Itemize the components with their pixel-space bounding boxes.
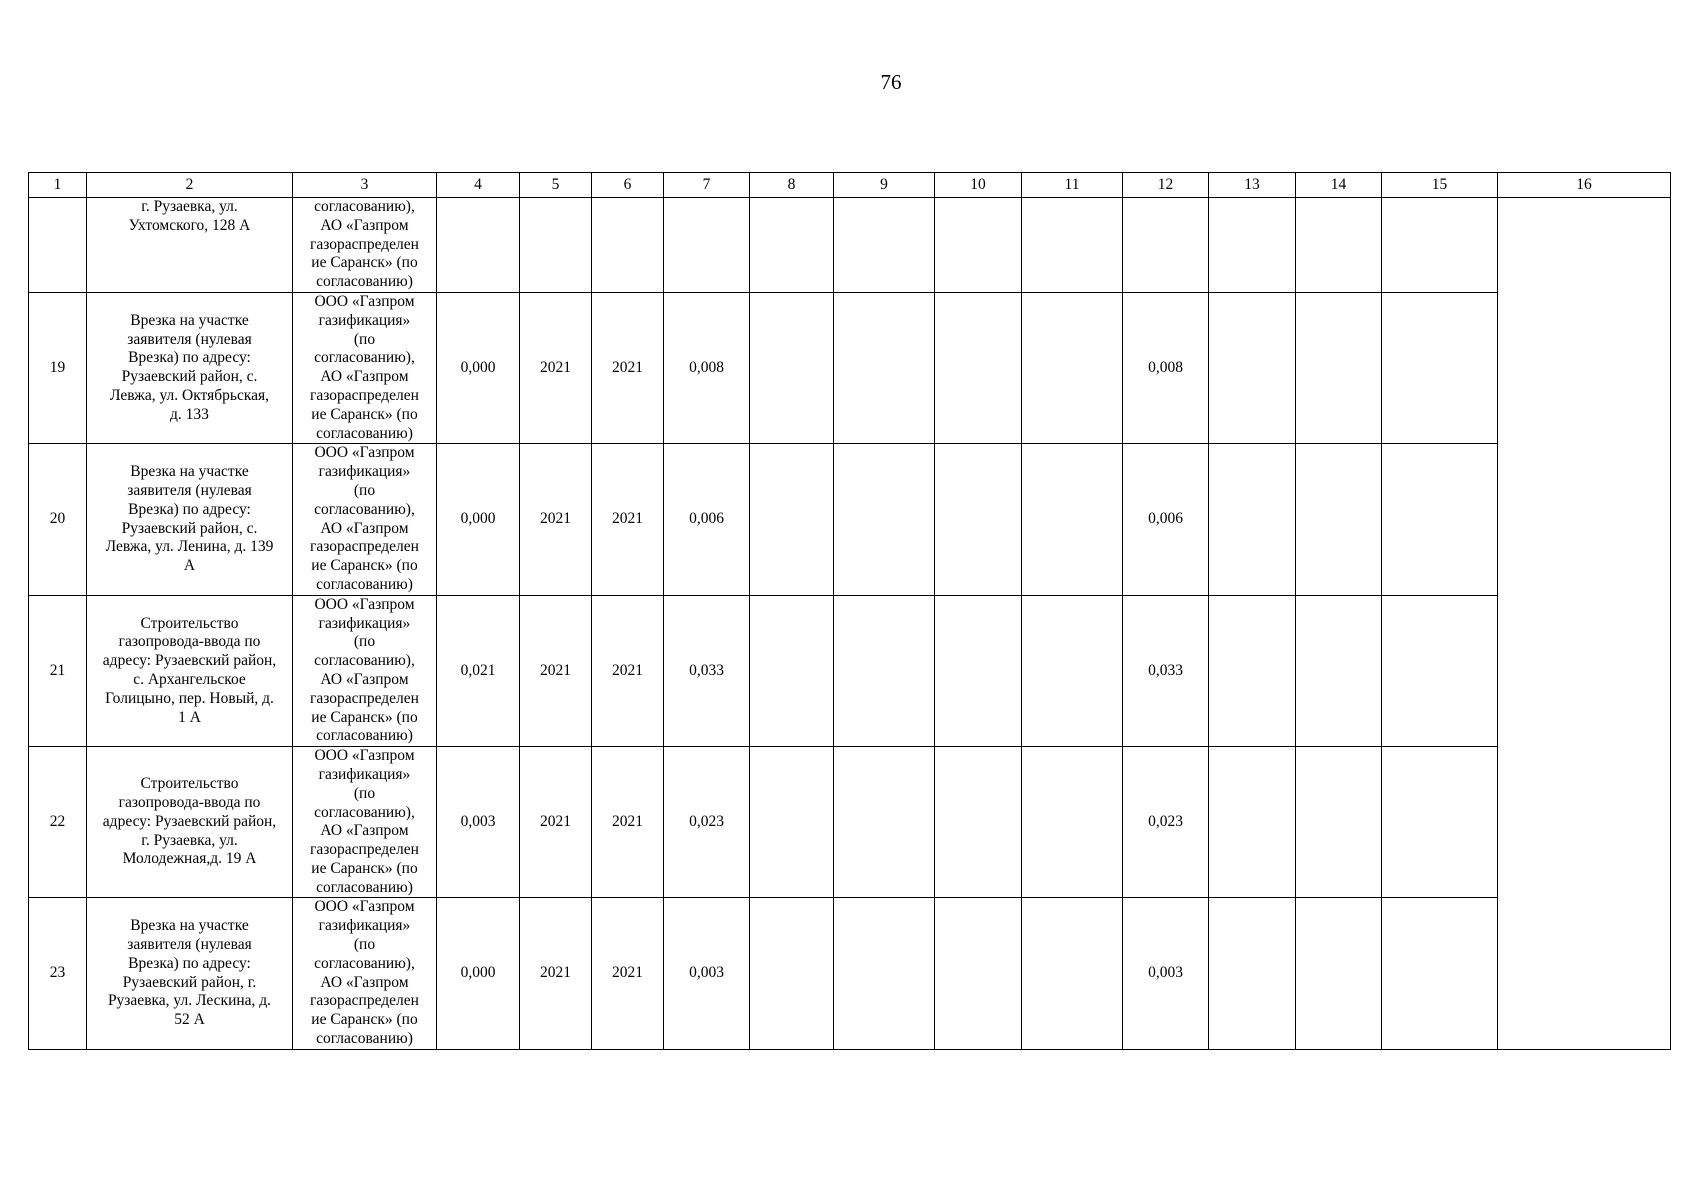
cell-executor: ООО «Газпром газификация» (по согласованию), АО «Газпром газораспределен ие Саранск» (по согласованию)	[293, 292, 437, 443]
cell-col9	[834, 444, 935, 595]
cell-col6: 2021	[592, 444, 664, 595]
cell-col13	[1209, 898, 1296, 1049]
column-header: 12	[1123, 173, 1209, 198]
cell-col5: 2021	[520, 595, 592, 746]
cell-col8	[750, 444, 834, 595]
cell-col10	[935, 292, 1022, 443]
cell-object-name: Строительство газопровода-ввода по адресу: Рузаевский район, с. Архангельское Голицыно, пер. Новый, д. 1 А	[87, 595, 293, 746]
cell-col5	[520, 198, 592, 293]
cell-col8	[750, 898, 834, 1049]
cell-number: 23	[29, 898, 87, 1049]
cell-number: 21	[29, 595, 87, 746]
column-header: 16	[1498, 173, 1671, 198]
cell-col5: 2021	[520, 747, 592, 898]
cell-col12: 0,008	[1123, 292, 1209, 443]
column-header: 6	[592, 173, 664, 198]
table-row	[29, 898, 1671, 1049]
table-row	[29, 747, 1671, 898]
cell-col11	[1022, 595, 1123, 746]
cell-col7: 0,008	[664, 292, 750, 443]
column-header: 15	[1382, 173, 1498, 198]
cell-col6: 2021	[592, 595, 664, 746]
cell-col4: 0,000	[437, 444, 520, 595]
cell-col4	[437, 198, 520, 293]
column-header: 3	[293, 173, 437, 198]
cell-object-name: Врезка на участке заявителя (нулевая Врезка) по адресу: Рузаевский район, г. Рузаевка, ул. Лескина, д. 52 А	[87, 898, 293, 1049]
cell-col12	[1123, 198, 1209, 293]
cell-col7: 0,003	[664, 898, 750, 1049]
cell-col5: 2021	[520, 444, 592, 595]
cell-col8	[750, 198, 834, 293]
cell-col5: 2021	[520, 292, 592, 443]
cell-col13	[1209, 444, 1296, 595]
cell-col14	[1296, 595, 1382, 746]
cell-number: 20	[29, 444, 87, 595]
column-header: 2	[87, 173, 293, 198]
column-header: 13	[1209, 173, 1296, 198]
cell-executor: ООО «Газпром газификация» (по согласованию), АО «Газпром газораспределен ие Саранск» (по согласованию)	[293, 444, 437, 595]
cell-col4: 0,000	[437, 898, 520, 1049]
cell-col5: 2021	[520, 898, 592, 1049]
cell-col15	[1382, 292, 1498, 443]
cell-col9	[834, 595, 935, 746]
cell-object-name: Врезка на участке заявителя (нулевая Врезка) по адресу: Рузаевский район, с. Левжа, ул. Ленина, д. 139 А	[87, 444, 293, 595]
cell-col7: 0,023	[664, 747, 750, 898]
cell-executor: согласованию), АО «Газпром газораспределен ие Саранск» (по согласованию)	[293, 198, 437, 293]
cell-col10	[935, 198, 1022, 293]
cell-col10	[935, 444, 1022, 595]
cell-col14	[1296, 747, 1382, 898]
cell-col11	[1022, 444, 1123, 595]
cell-col10	[935, 898, 1022, 1049]
cell-col14	[1296, 292, 1382, 443]
cell-col6: 2021	[592, 747, 664, 898]
page-number: 76	[880, 70, 902, 94]
cell-col8	[750, 747, 834, 898]
cell-col11	[1022, 198, 1123, 293]
cell-col14	[1296, 444, 1382, 595]
cell-col6	[592, 198, 664, 293]
cell-col16-merged	[1498, 198, 1671, 1050]
cell-col9	[834, 898, 935, 1049]
column-header: 5	[520, 173, 592, 198]
cell-col7: 0,006	[664, 444, 750, 595]
cell-col4: 0,021	[437, 595, 520, 746]
cell-col4: 0,003	[437, 747, 520, 898]
data-table	[28, 172, 1671, 1050]
cell-col6: 2021	[592, 292, 664, 443]
cell-object-name: г. Рузаевка, ул. Ухтомского, 128 А	[87, 198, 293, 293]
cell-col15	[1382, 747, 1498, 898]
cell-number: 22	[29, 747, 87, 898]
header-row	[29, 173, 1671, 198]
column-header: 10	[935, 173, 1022, 198]
column-header: 8	[750, 173, 834, 198]
cell-col12: 0,006	[1123, 444, 1209, 595]
cell-col12: 0,023	[1123, 747, 1209, 898]
cell-col9	[834, 747, 935, 898]
column-header: 9	[834, 173, 935, 198]
table-row	[29, 292, 1671, 443]
cell-number: 19	[29, 292, 87, 443]
cell-col15	[1382, 898, 1498, 1049]
table-row	[29, 444, 1671, 595]
cell-col10	[935, 747, 1022, 898]
cell-col9	[834, 198, 935, 293]
cell-col11	[1022, 747, 1123, 898]
column-header: 4	[437, 173, 520, 198]
cell-col7	[664, 198, 750, 293]
cell-executor: ООО «Газпром газификация» (по согласованию), АО «Газпром газораспределен ие Саранск» (по согласованию)	[293, 898, 437, 1049]
cell-col8	[750, 292, 834, 443]
cell-col7: 0,033	[664, 595, 750, 746]
cell-col15	[1382, 595, 1498, 746]
cell-col15	[1382, 198, 1498, 293]
table-row	[29, 595, 1671, 746]
cell-col12: 0,033	[1123, 595, 1209, 746]
cell-col13	[1209, 198, 1296, 293]
cell-col12: 0,003	[1123, 898, 1209, 1049]
column-header: 7	[664, 173, 750, 198]
cell-object-name: Врезка на участке заявителя (нулевая Врезка) по адресу: Рузаевский район, с. Левжа, ул. Октябрьская, д. 133	[87, 292, 293, 443]
column-header: 14	[1296, 173, 1382, 198]
cell-col9	[834, 292, 935, 443]
cell-col10	[935, 595, 1022, 746]
cell-col4: 0,000	[437, 292, 520, 443]
cell-object-name: Строительство газопровода-ввода по адресу: Рузаевский район, г. Рузаевка, ул. Молодежная,д. 19 А	[87, 747, 293, 898]
cell-executor: ООО «Газпром газификация» (по согласованию), АО «Газпром газораспределен ие Саранск» (по согласованию)	[293, 747, 437, 898]
cell-col11	[1022, 292, 1123, 443]
table-row-continued	[29, 198, 1671, 293]
cell-col14	[1296, 898, 1382, 1049]
cell-col14	[1296, 198, 1382, 293]
column-header: 11	[1022, 173, 1123, 198]
cell-col13	[1209, 292, 1296, 443]
cell-col15	[1382, 444, 1498, 595]
cell-number	[29, 198, 87, 293]
column-header: 1	[29, 173, 87, 198]
cell-col6: 2021	[592, 898, 664, 1049]
cell-col11	[1022, 898, 1123, 1049]
cell-col8	[750, 595, 834, 746]
cell-col13	[1209, 747, 1296, 898]
cell-executor: ООО «Газпром газификация» (по согласованию), АО «Газпром газораспределен ие Саранск» (по согласованию)	[293, 595, 437, 746]
cell-col13	[1209, 595, 1296, 746]
